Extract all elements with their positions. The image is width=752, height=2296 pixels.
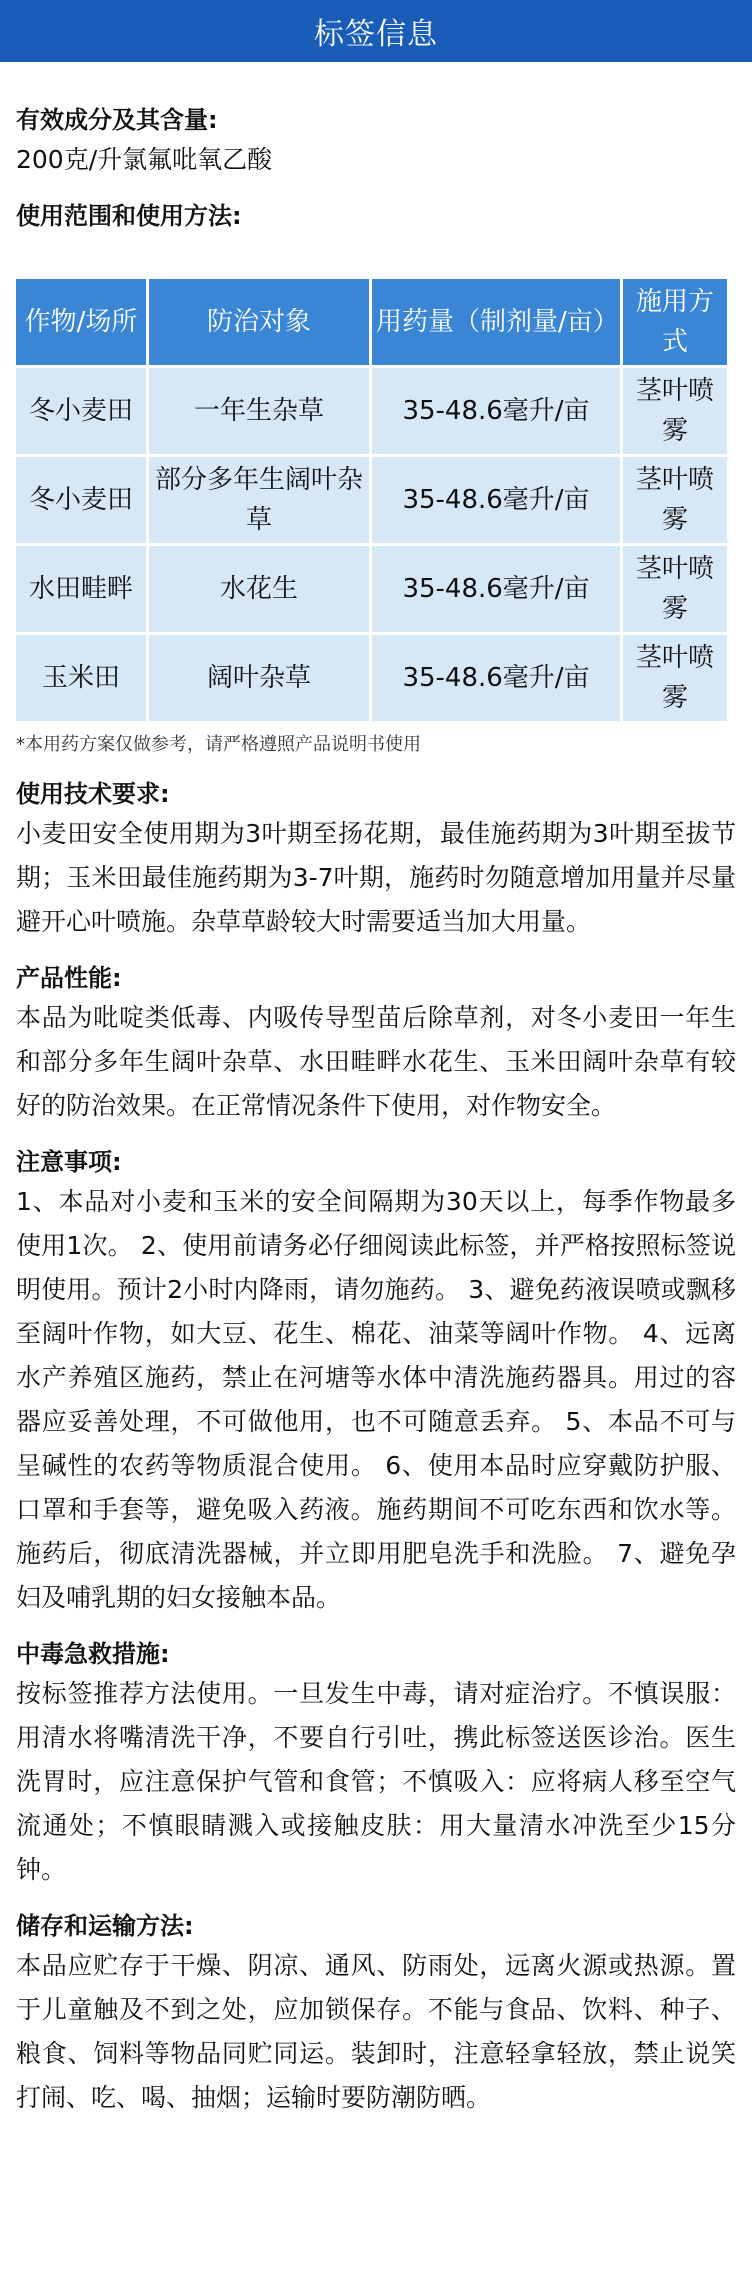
table-row <box>16 635 727 721</box>
cell-method: 茎叶喷雾 <box>623 635 727 721</box>
header-bar <box>0 0 752 62</box>
usage-section <box>16 198 736 234</box>
cell-target: 一年生杂草 <box>149 368 369 454</box>
ingredients-section <box>16 62 736 182</box>
ingredients-heading: 有效成分及其含量: <box>16 106 218 134</box>
cell-crop: 冬小麦田 <box>16 368 146 454</box>
cell-crop: 冬小麦田 <box>16 457 146 543</box>
poisoning-text: 按标签推荐方法使用。一旦发生中毒，请对症治疗。不慎误服：用清水将嘴清洗干净，不要自行引吐，携此标签送医诊治。医生洗胃时，应注意保护气管和食管；不慎吸入：应将病人移至空气流通处；不慎眼睛溅入或接触皮肤：用大量清水冲洗至少15分钟。 <box>16 1679 736 1884</box>
table-row <box>16 546 727 632</box>
table-note: *本用药方案仅做参考，请严格遵照产品说明书使用 <box>16 734 421 755</box>
cell-method: 茎叶喷雾 <box>623 457 727 543</box>
storage-section <box>16 1908 736 2120</box>
usage-table <box>13 276 730 724</box>
storage-heading: 储存和运输方法: <box>16 1912 194 1940</box>
cell-target: 部分多年生阔叶杂草 <box>149 457 369 543</box>
header-target: 防治对象 <box>149 279 369 365</box>
cell-dosage: 35-48.6毫升/亩 <box>372 368 620 454</box>
cell-crop: 水田畦畔 <box>16 546 146 632</box>
header-method: 施用方式 <box>623 279 727 365</box>
cell-dosage: 35-48.6毫升/亩 <box>372 546 620 632</box>
technical-heading: 使用技术要求: <box>16 780 170 808</box>
cautions-section <box>16 1144 736 1620</box>
technical-text: 小麦田安全使用期为3叶期至扬花期，最佳施药期为3叶期至拔节期；玉米田最佳施药期为3-7叶期，施药时勿随意增加用量并尽量避开心叶喷施。杂草草龄较大时需要适当加大用量。 <box>16 819 736 936</box>
poisoning-section <box>16 1636 736 1892</box>
table-row <box>16 457 727 543</box>
label-content <box>0 62 752 2120</box>
cell-target: 阔叶杂草 <box>149 635 369 721</box>
table-header-row <box>16 279 727 365</box>
cell-method: 茎叶喷雾 <box>623 546 727 632</box>
header-dosage: 用药量（制剂量/亩） <box>372 279 620 365</box>
poisoning-heading: 中毒急救措施: <box>16 1640 170 1668</box>
cautions-heading: 注意事项: <box>16 1148 122 1176</box>
technical-section <box>16 776 736 944</box>
cell-method: 茎叶喷雾 <box>623 368 727 454</box>
table-row <box>16 368 727 454</box>
performance-text: 本品为吡啶类低毒、内吸传导型苗后除草剂，对冬小麦田一年生和部分多年生阔叶杂草、水田畦畔水花生、玉米田阔叶杂草有较好的防治效果。在正常情况条件下使用，对作物安全。 <box>16 1003 736 1120</box>
cell-target: 水花生 <box>149 546 369 632</box>
cell-dosage: 35-48.6毫升/亩 <box>372 635 620 721</box>
header-crop: 作物/场所 <box>16 279 146 365</box>
ingredients-value: 200克/升氯氟吡氧乙酸 <box>16 145 273 174</box>
usage-heading: 使用范围和使用方法: <box>16 202 242 230</box>
cautions-text: 1、本品对小麦和玉米的安全间隔期为30天以上，每季作物最多使用1次。 2、使用前请务必仔细阅读此标签，并严格按照标签说明使用。预计2小时内降雨，请勿施药。 3、避免药液误喷或飘移至阔叶作物，如大豆、花生、棉花、油菜等阔叶作物。 4、远离水产养殖区施药，禁止在河塘等水体中清洗施药器具。用过的容器应妥善处理，不可做他用，也不可随意丢弃。 5、本品不可与呈碱性的农药等物质混合使用。 6、使用本品时应穿戴防护服、口罩和手套等，避免吸入药液。施药期间不可吃东西和饮水等。施药后，彻底清洗器械，并立即用肥皂洗手和洗脸。 7、避免孕妇及哺乳期的妇女接触本品。 <box>16 1187 736 1612</box>
cell-dosage: 35-48.6毫升/亩 <box>372 457 620 543</box>
cell-crop: 玉米田 <box>16 635 146 721</box>
performance-heading: 产品性能: <box>16 964 122 992</box>
storage-text: 本品应贮存于干燥、阴凉、通风、防雨处，远离火源或热源。置于儿童触及不到之处，应加锁保存。不能与食品、饮料、种子、粮食、饲料等物品同贮同运。装卸时，注意轻拿轻放，禁止说笑打闹、吃、喝、抽烟；运输时要防潮防晒。 <box>16 1951 736 2112</box>
performance-section <box>16 960 736 1128</box>
page-title: 标签信息 <box>314 17 438 52</box>
